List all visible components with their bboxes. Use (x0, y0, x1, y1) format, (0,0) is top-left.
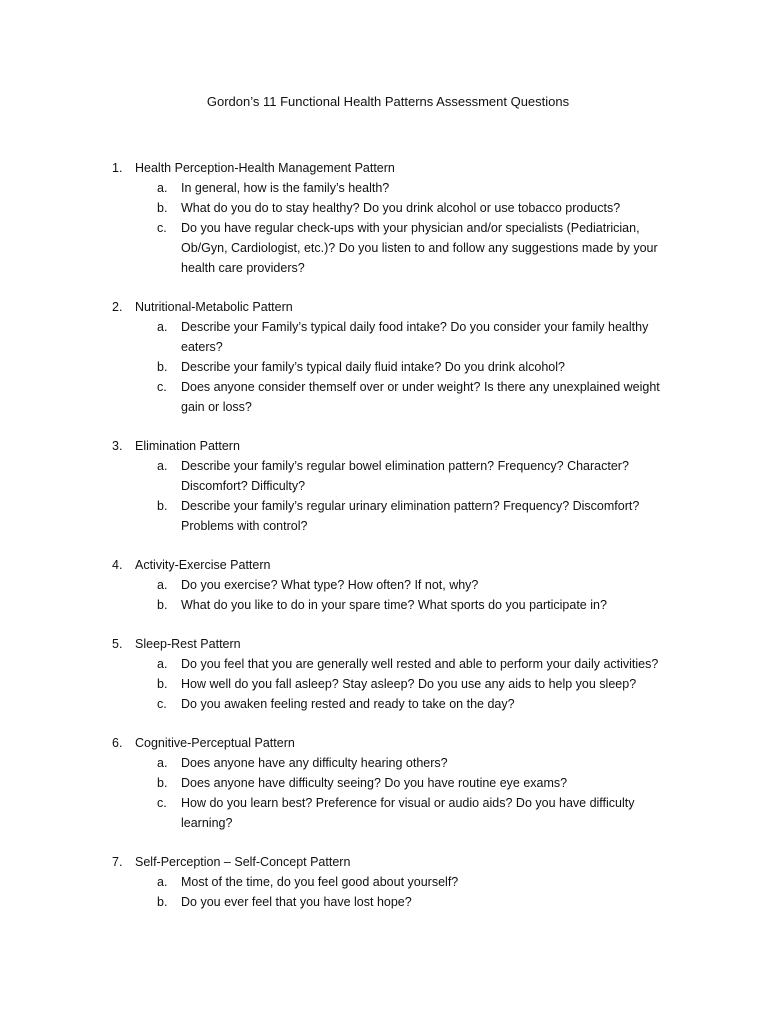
question-item (0, 654, 768, 674)
question-letter: b. (157, 360, 168, 374)
question-text: Describe your Family’s typical daily food intake? Do you consider your family healthy eaters? (181, 320, 649, 354)
question-text: What do you do to stay healthy? Do you drink alcohol or use tobacco products? (181, 201, 621, 215)
section-title: Cognitive-Perceptual Pattern (135, 736, 295, 750)
question-text: Do you awaken feeling rested and ready to take on the day? (181, 697, 515, 711)
section-title: Nutritional-Metabolic Pattern (135, 300, 293, 314)
question-letter: c. (157, 796, 167, 810)
section-number: 6. (112, 736, 123, 750)
question-item (0, 674, 768, 694)
section-3 (0, 436, 768, 536)
question-item (0, 377, 768, 417)
question-letter: c. (157, 221, 167, 235)
section-heading (0, 297, 768, 317)
question-letter: c. (157, 380, 167, 394)
question-text: Does anyone consider themself over or under weight? Is there any unexplained weight gain or loss? (181, 380, 660, 414)
question-item (0, 357, 768, 377)
section-4 (0, 555, 768, 615)
section-1 (0, 158, 768, 278)
question-letter: a. (157, 875, 168, 889)
question-item (0, 198, 768, 218)
question-text: Does anyone have any difficulty hearing others? (181, 756, 448, 770)
question-letter: a. (157, 756, 168, 770)
question-letter: b. (157, 201, 168, 215)
section-number: 2. (112, 300, 123, 314)
question-text: In general, how is the family’s health? (181, 181, 390, 195)
section-number: 7. (112, 855, 123, 869)
question-text: How do you learn best? Preference for visual or audio aids? Do you have difficulty learning? (181, 796, 635, 830)
question-letter: a. (157, 578, 168, 592)
question-item (0, 773, 768, 793)
section-title: Self-Perception – Self-Concept Pattern (135, 855, 351, 869)
section-number: 1. (112, 161, 123, 175)
section-heading (0, 852, 768, 872)
question-letter: a. (157, 657, 168, 671)
question-text: Describe your family’s typical daily fluid intake? Do you drink alcohol? (181, 360, 565, 374)
question-text: Do you feel that you are generally well rested and able to perform your daily activities? (181, 657, 659, 671)
question-item (0, 575, 768, 595)
question-item (0, 872, 768, 892)
question-text: Do you have regular check-ups with your physician and/or specialists (Pediatrician, Ob/Gyn, Cardiologist, etc.)? Do you listen to and follow any suggestions made by your health care providers? (181, 221, 658, 275)
question-text: Do you exercise? What type? How often? If not, why? (181, 578, 479, 592)
question-letter: b. (157, 776, 168, 790)
question-text: Does anyone have difficulty seeing? Do you have routine eye exams? (181, 776, 568, 790)
section-title: Elimination Pattern (135, 439, 240, 453)
question-item (0, 892, 768, 912)
question-item (0, 317, 768, 357)
question-item (0, 753, 768, 773)
question-letter: b. (157, 895, 168, 909)
question-item (0, 456, 768, 496)
question-letter: c. (157, 697, 167, 711)
section-2 (0, 297, 768, 417)
section-heading (0, 733, 768, 753)
question-text: Most of the time, do you feel good about yourself? (181, 875, 459, 889)
question-item (0, 793, 768, 833)
question-text: Describe your family’s regular urinary elimination pattern? Frequency? Discomfort? Problems with control? (181, 499, 640, 533)
question-text: How well do you fall asleep? Stay asleep? Do you use any aids to help you sleep? (181, 677, 637, 691)
question-text: What do you like to do in your spare time? What sports do you participate in? (181, 598, 607, 612)
question-text: Describe your family’s regular bowel elimination pattern? Frequency? Character? Discomfort? Difficulty? (181, 459, 629, 493)
section-number: 3. (112, 439, 123, 453)
section-heading (0, 634, 768, 654)
question-item (0, 178, 768, 198)
section-heading (0, 555, 768, 575)
question-letter: b. (157, 677, 168, 691)
section-5 (0, 634, 768, 714)
section-title: Sleep-Rest Pattern (135, 637, 241, 651)
question-item (0, 595, 768, 615)
section-heading (0, 436, 768, 456)
section-heading (0, 158, 768, 178)
question-letter: b. (157, 499, 168, 513)
question-text: Do you ever feel that you have lost hope? (181, 895, 412, 909)
section-7 (0, 852, 768, 912)
question-item (0, 218, 768, 278)
section-number: 4. (112, 558, 123, 572)
question-item (0, 496, 768, 536)
section-number: 5. (112, 637, 123, 651)
question-letter: a. (157, 320, 168, 334)
question-letter: a. (157, 459, 168, 473)
section-6 (0, 733, 768, 833)
document-title: Gordon’s 11 Functional Health Patterns Assessment Questions (206, 94, 570, 109)
question-item (0, 694, 768, 714)
section-title: Activity-Exercise Pattern (135, 558, 271, 572)
section-title: Health Perception-Health Management Pattern (135, 161, 395, 175)
question-letter: b. (157, 598, 168, 612)
question-letter: a. (157, 181, 168, 195)
